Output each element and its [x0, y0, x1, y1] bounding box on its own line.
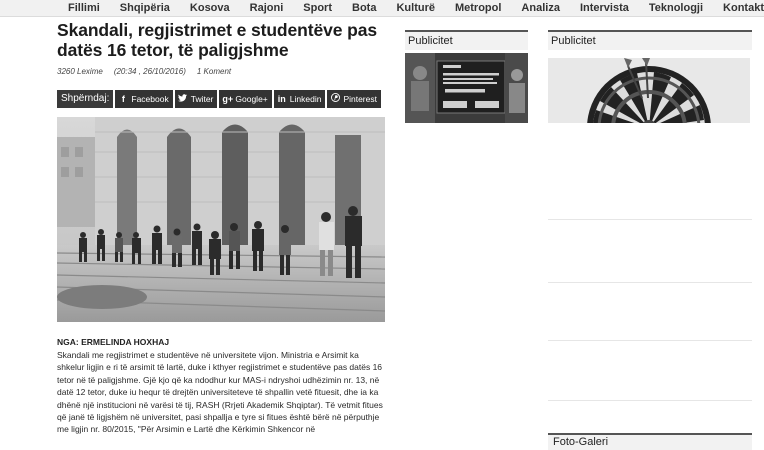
share-bar: [57, 90, 387, 108]
article-title: Skandali, regjistrimet e studentëve pas datës 16 tetor, të paligjshme: [57, 20, 377, 60]
nav-item-sport[interactable]: Sport: [303, 2, 333, 14]
right-sidebar: [548, 30, 752, 123]
sidebar-divider: [548, 400, 752, 401]
article-meta: [57, 67, 387, 76]
article-photo: [57, 117, 385, 322]
ad-heading: Publicitet: [405, 30, 528, 50]
top-navigation: [0, 0, 764, 17]
nav-item-rajoni[interactable]: Rajoni: [249, 2, 284, 14]
nav-item-kosova[interactable]: Kosova: [189, 2, 230, 14]
share-pinterest-button[interactable]: [327, 90, 381, 108]
view-count: 3260 Lexime: [57, 67, 103, 76]
share-linkedin-label: Linkedin: [289, 94, 322, 104]
sidebar-divider: [548, 219, 752, 220]
dartboard-advertisement[interactable]: [548, 58, 750, 123]
sidebar-divider: [548, 340, 752, 341]
nav-item-fillimi[interactable]: Fillimi: [68, 2, 100, 14]
sidebar-divider: [548, 282, 752, 283]
share-twitter-label: Twiter: [190, 94, 214, 104]
nav-item-intervista[interactable]: Intervista: [579, 2, 629, 14]
article-author: NGA: ERMELINDA HOXHAJ: [57, 337, 170, 347]
facebook-icon: f: [121, 94, 125, 104]
nav-item-metropol[interactable]: Metropol: [454, 2, 502, 14]
nav-item-bota[interactable]: Bota: [352, 2, 377, 14]
share-label: Shpërndaj:: [57, 90, 113, 108]
pinterest-icon: [330, 90, 340, 108]
article: [57, 20, 387, 436]
twitter-icon: [178, 90, 188, 108]
share-pinterest-label: Pinterest: [343, 94, 377, 104]
ad-heading-right: Publicitet: [548, 30, 752, 50]
middle-sidebar: [405, 30, 528, 123]
nav-item-analiza[interactable]: Analiza: [521, 2, 560, 14]
google-plus-icon: g+: [222, 94, 234, 104]
share-facebook-button[interactable]: [115, 90, 172, 108]
article-body: Skandali me regjistrimet e studentëve në universitete vijon. Ministria e Arsimit ka shkelur ligjin e ri të arsimit të lartë, duke i kthyer regjistrimet e studentëve pas datës 16 tetor në të paligjshme. Gjë kjo që ka ndodhur kur MAS-i ndryshoi udhëzimin nr. 13, në datë 12 tetor, duke iu hequr të drejtën universiteteve të shpallin vetë fituesit, dhe ia ka dhënë një institucioni në varësi të tij, RASH (Rrjeti Akademik Shqiptar). Të vetmit fitues që janë të ligjshëm në universitet, pasi shpallja e tyre si fitues është bërë në përputhje me ligjin nr. 80/2015, "Për Arsimin e Lartë dhe Kërkimin Shkencor në: [57, 350, 383, 435]
comment-count-link[interactable]: 1 Koment: [196, 67, 232, 76]
share-twitter-button[interactable]: [175, 90, 218, 108]
nav-menu: [0, 0, 764, 17]
share-googleplus-button[interactable]: [219, 90, 271, 108]
nav-item-shqip-ria[interactable]: Shqipëria: [119, 2, 170, 14]
nav-item-teknologji[interactable]: Teknologji: [648, 2, 704, 14]
share-facebook-label: Facebook: [131, 94, 169, 104]
photo-gallery-heading: Foto-Galeri: [548, 433, 752, 450]
share-googleplus-label: Google+: [235, 94, 268, 104]
share-caption-strip: [57, 109, 387, 116]
linkedin-icon: in: [277, 94, 286, 104]
nav-item-kultur-[interactable]: Kulturë: [396, 2, 435, 14]
share-linkedin-button[interactable]: [274, 90, 326, 108]
publish-datetime: (20:34 , 26/10/2016): [113, 67, 186, 76]
nav-item-kontakt[interactable]: Kontakt: [723, 2, 764, 14]
advertisement-banner[interactable]: [405, 53, 528, 123]
